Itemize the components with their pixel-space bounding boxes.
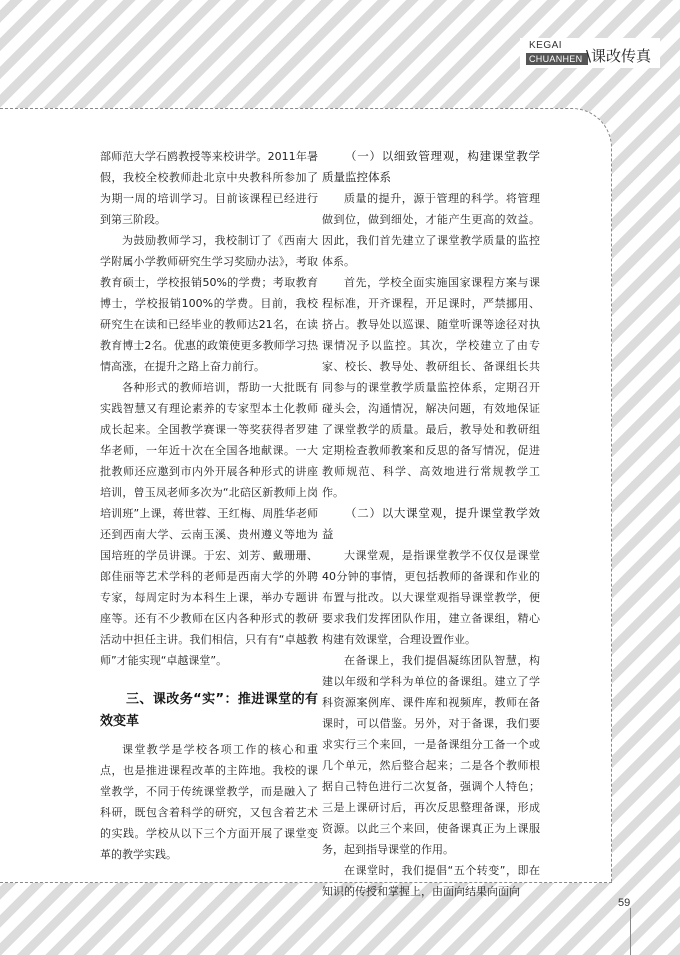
section-heading: 三、课改务“实”：推进课堂的有效变革	[100, 692, 318, 729]
right-text-column	[322, 146, 540, 902]
subsection-heading: （一）以细致管理观，构建课堂教学质量监控体系	[322, 149, 540, 184]
paragraph: 课堂教学是学校各项工作的核心和重点，也是推进课程改革的主阵地。我校的课堂教学，不同于传统课堂教学，而是融入了科研，既包含着科学的研究，又包含着艺术的实践。学校从以下三个方面开展了课堂变革的教学实践。	[100, 743, 318, 861]
paragraph: 为鼓励教师学习，我校制订了《西南大学附属小学教师研究生学习奖励办法》，考取教育硕士，学校报销50%的学费；考取教育博士，学校报销100%的学费。目前，我校研究生在读和已经毕业的教师达21名，在读教育博士2名。优惠的政策使更多教师学习热情高涨，在提升之路上奋力前行。	[100, 234, 318, 373]
paragraph: 在课堂时，我们提倡“五个转变”，即在知识的传授和掌握上，由面向结果向面向	[322, 864, 540, 898]
page-number-rule	[630, 908, 631, 955]
column-header-tag	[520, 38, 660, 68]
column-title: \课改传真	[586, 47, 652, 65]
paragraph: 各种形式的教师培训，帮助一大批既有实践智慧又有理论素养的专家型本土化教师成长起来。全国教学赛课一等奖获得者罗建华老师，一年近十次在全国各地献课。一大批教师还应邀到市内外开展各种形式的讲座培训，曾玉凤老师多次为“北碚区新教师上岗培训班”上课，蒋世蓉、王红梅、周胜华老师还到西南大学、云南玉溪、贵州遵义等地为国培班的学员讲课。于宏、刘芳、戴珊珊、郎佳丽等艺术学科的老师是西南大学的外聘专家，每周定时为本科生上课，举办专题讲座等。还有不少教师在区内各种形式的教研活动中担任主讲。我们相信，只有有“卓越教师”才能实现“卓越课堂”。	[100, 381, 318, 667]
pinyin-kegai: KEGAI	[529, 40, 563, 51]
paragraph: 首先，学校全面实施国家课程方案与课程标准，开齐课程，开足课时，严禁挪用、挤占。教导处以巡课、随堂听课等途径对执课情况予以监控。其次，学校建立了由专家、校长、教导处、教研组长、备课组长共同参与的课堂教学质量监控体系，定期召开碰头会，沟通情况，解决问题，有效地保证了课堂教学的质量。最后，教导处和教研组定期检查教师教案和反思的备写情况，促进教师规范、科学、高效地进行常规教学工作。	[322, 276, 540, 499]
paragraph: 质量的提升，源于管理的科学。将管理做到位，做到细处，才能产生更高的效益。因此，我们首先建立了课堂教学质量的监控体系。	[322, 192, 540, 268]
left-text-column	[100, 146, 318, 865]
paragraph: 部师范大学石鸥教授等来校讲学。2011年暑假，我校全校教师赴北京中央教科所参加了为期一周的培训学习。目前该课程已经进行到第三阶段。	[100, 150, 318, 226]
pinyin-chuanhen: CHUANHEN	[526, 53, 588, 65]
column-pinyin-block	[526, 40, 588, 65]
page-number: 59	[618, 897, 631, 909]
subsection-heading: （二）以大课堂观，提升课堂教学效益	[322, 506, 540, 541]
paragraph: 在备课上，我们提倡凝练团队智慧，构建以年级和学科为单位的备课组。建立了学科资源案例库、课件库和视频库，教师在备课时，可以借鉴。另外，对于备课，我们要求实行三个来回，一是备课组分工备一个或几个单元，然后整合起来；二是各个教师根据自己特色进行二次复备，强调个人特色；三是上课研讨后，再次反思整理备课，形成资源。以此三个来回，使备课真正为上课服务，起到指导课堂的作用。	[322, 654, 540, 856]
paragraph: 大课堂观，是指课堂教学不仅仅是课堂40分钟的事情，更包括教师的备课和作业的布置与批改。以大课堂观指导课堂教学，便要求我们发挥团队作用，建立备课组，精心构建有效课堂，合理设置作业。	[322, 549, 540, 646]
